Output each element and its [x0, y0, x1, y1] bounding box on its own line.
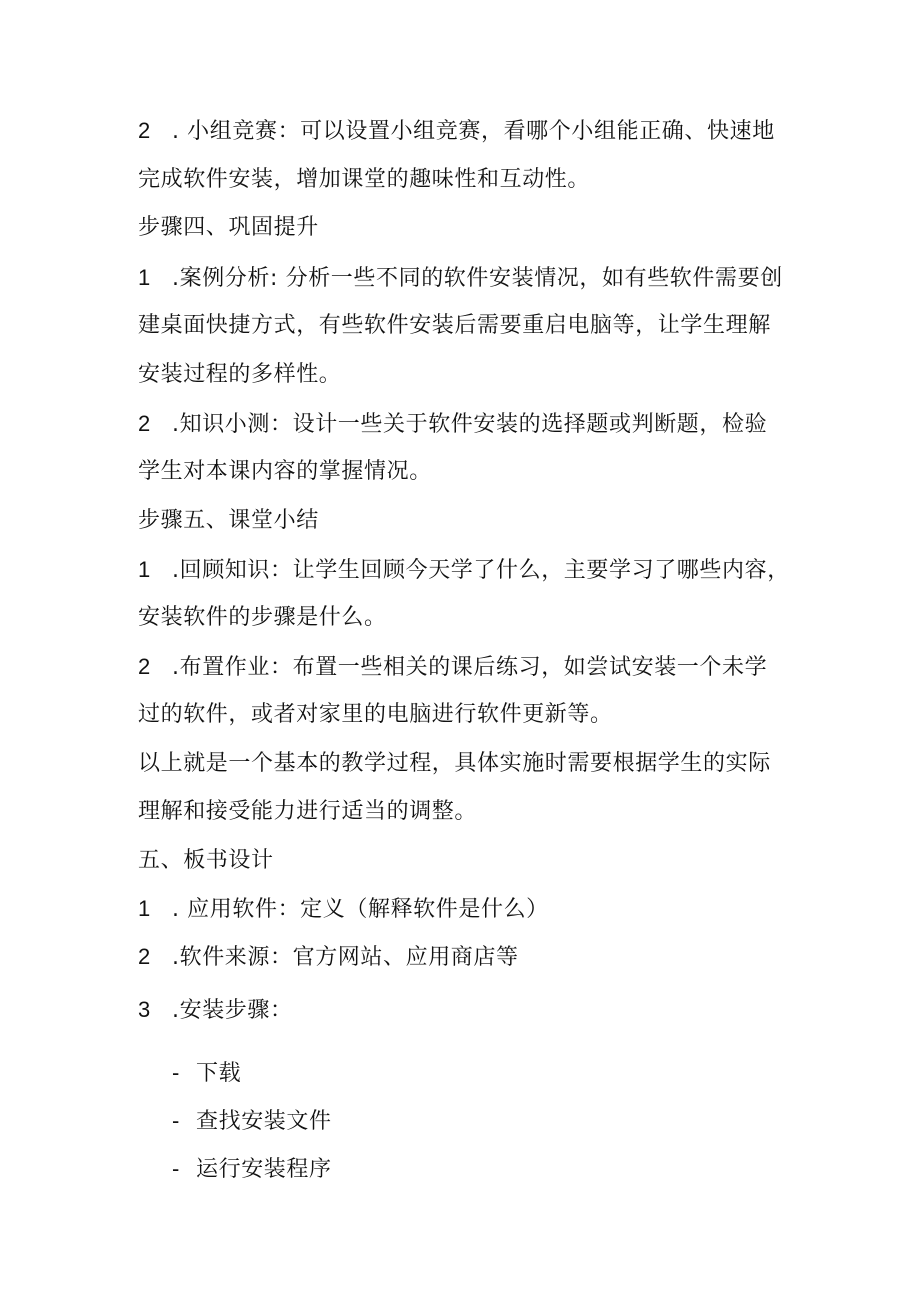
section-heading: 步骤四、巩固提升 [138, 215, 319, 240]
text-line [138, 116, 775, 147]
dash-marker: - [172, 1108, 180, 1133]
item-number: 2 [138, 118, 151, 143]
line-text: .布置作业：布置一些相关的课后练习，如尝试安装一个未学 [172, 655, 768, 680]
line-text: . 应用软件：定义（解释软件是什么） [172, 897, 549, 922]
section-heading: 步骤五、课堂小结 [138, 508, 319, 533]
text-line [138, 555, 790, 586]
text-line: 完成软件安装，增加课堂的趣味性和互动性。 [138, 167, 591, 192]
item-number: 1 [138, 896, 151, 921]
sub-item-text: 下载 [196, 1061, 242, 1086]
item-number: 2 [138, 654, 151, 679]
text-line: 安装软件的步骤是什么。 [138, 605, 387, 630]
item-number: 2 [138, 944, 151, 969]
section-heading: 五、板书设计 [138, 848, 274, 873]
line-text: .安装步骤： [172, 998, 293, 1023]
line-text: .知识小测：设计一些关于软件安装的选择题或判断题，检验 [172, 412, 768, 437]
text-line [138, 263, 783, 294]
sub-list-item [172, 1106, 332, 1137]
text-line: 建桌面快捷方式，有些软件安装后需要重启电脑等，让学生理解 [138, 313, 771, 338]
text-line: 理解和接受能力进行适当的调整。 [138, 799, 478, 824]
line-text: .回顾知识：让学生回顾今天学了什么，主要学习了哪些内容， [172, 558, 790, 583]
dash-marker: - [172, 1060, 180, 1085]
item-number: 2 [138, 411, 151, 436]
text-line: 学生对本课内容的掌握情况。 [138, 459, 432, 484]
text-line [138, 652, 767, 683]
text-line [138, 995, 293, 1026]
item-number: 1 [138, 265, 151, 290]
text-line: 安装过程的多样性。 [138, 362, 342, 387]
text-line [138, 894, 549, 925]
line-text: .软件来源：官方网站、应用商店等 [172, 945, 519, 970]
item-number: 1 [138, 557, 151, 582]
text-line: 过的软件，或者对家里的电脑进行软件更新等。 [138, 702, 613, 727]
sub-list-item [172, 1058, 241, 1089]
text-line [138, 409, 767, 440]
sub-item-text: 运行安装程序 [196, 1157, 332, 1182]
text-line: 以上就是一个基本的教学过程，具体实施时需要根据学生的实际 [138, 751, 771, 776]
text-line [138, 942, 519, 973]
sub-item-text: 查找安装文件 [196, 1109, 332, 1134]
line-text: . 小组竞赛：可以设置小组竞赛，看哪个小组能正确、快速地 [172, 119, 775, 144]
line-text: .案例分析: 分析一些不同的软件安装情况，如有些软件需要创 [172, 266, 783, 291]
dash-marker: - [172, 1156, 180, 1181]
sub-list-item [172, 1154, 332, 1185]
item-number: 3 [138, 997, 151, 1022]
